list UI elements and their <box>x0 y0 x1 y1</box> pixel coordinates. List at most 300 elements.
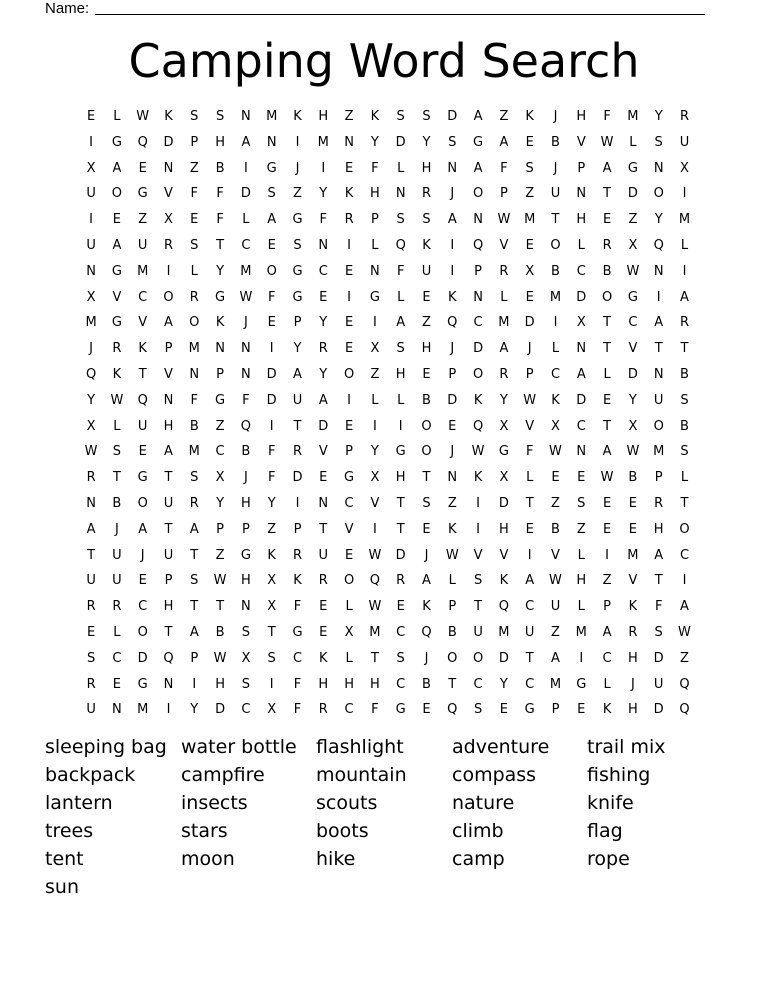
grid-letter: F <box>267 444 276 460</box>
grid-letter: Y <box>499 676 508 692</box>
name-field <box>45 0 705 18</box>
grid-letter: R <box>292 444 302 460</box>
grid-letter: D <box>653 650 664 666</box>
grid-letter: D <box>266 392 277 408</box>
grid-letter: Z <box>576 521 586 537</box>
grid-letter: T <box>138 367 147 382</box>
grid-letter: F <box>525 444 534 460</box>
grid-letter: M <box>188 444 200 460</box>
grid-letter: G <box>369 289 380 305</box>
grid-letter: F <box>267 470 276 486</box>
grid-letter: Z <box>293 186 302 202</box>
grid-row <box>78 160 693 185</box>
grid-letter: J <box>424 650 429 666</box>
grid-letter: N <box>653 160 664 176</box>
grid-letter: I <box>295 134 300 150</box>
grid-letter: K <box>525 109 534 124</box>
grid-letter: Z <box>447 496 457 511</box>
grid-letter: D <box>395 547 406 563</box>
grid-letter: H <box>395 367 406 382</box>
grid-letter: Q <box>498 599 509 615</box>
grid-letter: R <box>628 625 638 640</box>
grid-letter: G <box>627 160 638 176</box>
grid-letter: I <box>269 418 274 434</box>
grid-letter: B <box>551 521 560 537</box>
grid-letter: T <box>396 521 405 537</box>
grid-letter: U <box>421 263 432 279</box>
grid-letter: Q <box>447 702 458 718</box>
grid-letter: R <box>318 573 328 589</box>
grid-letter: T <box>319 521 328 537</box>
grid-letter: X <box>370 470 380 486</box>
grid-letter: T <box>216 238 225 253</box>
grid-letter: C <box>473 676 483 692</box>
grid-letter: D <box>576 392 587 408</box>
grid-letter: X <box>344 625 354 640</box>
grid-letter: Y <box>654 109 663 124</box>
grid-letter: P <box>525 367 534 382</box>
grid-letter: C <box>550 367 561 382</box>
grid-letter: K <box>448 521 457 537</box>
grid-letter: A <box>318 392 328 408</box>
grid-letter: N <box>86 496 96 511</box>
grid-letter: L <box>190 263 198 279</box>
grid-letter: X <box>215 470 225 486</box>
grid-letter: X <box>525 263 535 279</box>
grid-letter: W <box>84 444 98 460</box>
grid-letter: R <box>602 238 612 253</box>
grid-letter: Q <box>447 315 458 331</box>
grid-letter: L <box>526 470 534 486</box>
grid-letter: T <box>112 470 121 486</box>
grid-letter: P <box>216 521 225 537</box>
grid-letter: A <box>473 160 483 176</box>
grid-letter: M <box>549 289 562 305</box>
grid-letter: S <box>422 496 431 511</box>
grid-letter: E <box>525 521 534 537</box>
grid-letter: F <box>216 186 224 202</box>
word-list-item: mountain <box>316 764 407 786</box>
grid-letter: S <box>396 650 405 666</box>
grid-letter: M <box>137 702 149 718</box>
grid-letter: F <box>267 289 276 305</box>
grid-letter: U <box>318 547 329 563</box>
grid-letter: C <box>628 315 638 331</box>
grid-letter: B <box>602 263 612 279</box>
grid-letter: P <box>216 367 225 382</box>
grid-letter: I <box>476 521 481 537</box>
grid-letter: U <box>163 547 174 563</box>
grid-letter: V <box>525 418 535 434</box>
grid-letter: G <box>215 289 226 305</box>
grid-letter: Q <box>679 702 690 718</box>
grid-letter: T <box>370 650 379 666</box>
grid-letter: H <box>576 109 587 124</box>
grid-letter: K <box>112 367 122 382</box>
grid-row <box>78 392 693 417</box>
grid-letter: S <box>190 470 199 486</box>
grid-letter: O <box>472 186 484 202</box>
grid-letter: X <box>628 238 638 253</box>
grid-letter: N <box>447 470 458 486</box>
grid-letter: O <box>679 521 690 537</box>
grid-letter: U <box>112 573 122 589</box>
grid-row <box>78 495 693 520</box>
grid-letter: D <box>627 186 638 202</box>
grid-letter: Q <box>240 418 251 434</box>
grid-letter: J <box>553 160 558 176</box>
grid-letter: D <box>215 702 226 718</box>
word-list-item: adventure <box>452 736 550 758</box>
grid-letter: V <box>628 341 638 357</box>
word-list-item: boots <box>316 820 369 842</box>
grid-row <box>78 469 693 494</box>
grid-letter: M <box>524 212 536 228</box>
grid-letter: I <box>682 573 687 589</box>
grid-letter: Q <box>137 392 148 408</box>
grid-letter: W <box>213 573 227 589</box>
grid-letter: D <box>653 702 664 718</box>
grid-letter: N <box>215 341 225 357</box>
grid-letter: L <box>371 392 379 408</box>
grid-letter: H <box>163 599 174 615</box>
grid-letter: W <box>368 547 382 563</box>
grid-letter: G <box>627 289 638 305</box>
grid-letter: O <box>447 650 458 666</box>
grid-letter: L <box>242 212 250 228</box>
grid-row <box>78 624 693 649</box>
grid-letter: O <box>137 496 148 511</box>
grid-letter: N <box>266 134 277 150</box>
grid-letter: O <box>163 289 174 305</box>
grid-letter: K <box>267 547 276 563</box>
grid-letter: E <box>448 418 457 434</box>
grid-letter: W <box>678 625 691 640</box>
grid-letter: H <box>499 521 509 537</box>
grid-letter: O <box>601 289 613 305</box>
grid-letter: E <box>525 238 534 253</box>
grid-letter: R <box>421 186 431 202</box>
grid-letter: A <box>189 521 199 537</box>
grid-letter: Z <box>189 160 199 176</box>
grid-letter: Q <box>369 573 380 589</box>
grid-letter: E <box>319 625 328 640</box>
grid-letter: V <box>628 573 638 589</box>
grid-letter: I <box>269 676 274 692</box>
grid-letter: M <box>575 625 587 640</box>
grid-letter: R <box>112 341 122 357</box>
grid-letter: N <box>318 238 329 253</box>
grid-letter: G <box>137 676 148 692</box>
grid-letter: U <box>86 186 96 202</box>
grid-letter: Z <box>499 109 509 124</box>
grid-letter: J <box>243 315 248 331</box>
grid-letter: A <box>112 238 122 253</box>
grid-letter: G <box>292 625 303 640</box>
grid-letter: I <box>166 702 171 718</box>
grid-letter: A <box>680 599 689 615</box>
grid-letter: C <box>576 418 586 434</box>
name-line <box>95 14 705 15</box>
grid-letter: Q <box>421 625 432 640</box>
grid-letter: M <box>369 625 381 640</box>
grid-letter: J <box>553 109 558 124</box>
grid-letter: Z <box>138 212 148 228</box>
grid-letter: L <box>551 341 560 357</box>
grid-letter: X <box>241 650 251 666</box>
grid-letter: X <box>370 341 380 357</box>
grid-letter: N <box>189 367 200 382</box>
grid-letter: H <box>628 650 638 666</box>
grid-letter: K <box>473 392 483 408</box>
grid-letter: J <box>450 341 455 357</box>
grid-letter: X <box>86 160 96 176</box>
grid-letter: S <box>577 496 586 511</box>
grid-letter: A <box>112 160 122 176</box>
grid-letter: L <box>577 547 585 563</box>
grid-letter: C <box>112 650 122 666</box>
grid-letter: E <box>138 573 147 589</box>
grid-row <box>78 289 693 314</box>
grid-letter: L <box>577 238 585 253</box>
word-list-item: knife <box>587 792 634 814</box>
grid-letter: I <box>450 238 455 253</box>
grid-letter: I <box>476 496 481 511</box>
grid-letter: U <box>112 547 122 563</box>
grid-letter: P <box>603 599 612 615</box>
grid-letter: S <box>422 212 431 228</box>
grid-letter: M <box>266 109 278 124</box>
grid-letter: N <box>344 134 354 150</box>
grid-letter: I <box>682 263 687 279</box>
grid-letter: C <box>679 547 690 563</box>
grid-letter: O <box>343 573 355 589</box>
grid-letter: E <box>525 289 534 305</box>
grid-row <box>78 366 693 391</box>
grid-letter: G <box>215 392 226 408</box>
grid-letter: H <box>370 186 380 202</box>
grid-letter: U <box>86 573 96 589</box>
grid-letter: R <box>396 573 406 589</box>
grid-letter: J <box>114 521 119 537</box>
grid-letter: P <box>164 573 173 589</box>
grid-letter: R <box>189 496 199 511</box>
word-list-item: sun <box>45 876 79 898</box>
grid-letter: H <box>421 160 432 176</box>
grid-letter: A <box>654 547 664 563</box>
grid-letter: O <box>137 625 148 640</box>
grid-letter: G <box>395 444 406 460</box>
grid-letter: T <box>603 341 612 357</box>
grid-letter: V <box>473 547 483 563</box>
grid-letter: E <box>112 212 121 228</box>
grid-letter: Y <box>654 212 663 228</box>
grid-letter: Q <box>472 418 484 434</box>
grid-letter: N <box>447 160 458 176</box>
grid-letter: O <box>189 315 200 331</box>
grid-letter: I <box>682 186 687 202</box>
grid-letter: R <box>679 315 689 331</box>
grid-letter: S <box>654 625 663 640</box>
grid-letter: O <box>653 186 664 202</box>
grid-letter: E <box>344 547 354 563</box>
grid-letter: J <box>527 341 532 357</box>
grid-row <box>78 650 693 675</box>
grid-letter: K <box>344 186 354 202</box>
grid-letter: X <box>267 573 277 589</box>
grid-letter: D <box>447 392 458 408</box>
grid-letter: C <box>138 289 148 305</box>
grid-letter: X <box>576 315 586 331</box>
grid-letter: F <box>293 599 302 615</box>
grid-letter: E <box>577 702 586 718</box>
grid-letter: A <box>396 315 406 331</box>
grid-letter: A <box>267 212 277 228</box>
grid-letter: P <box>164 341 173 357</box>
grid-letter: Z <box>344 109 354 124</box>
grid-letter: F <box>293 702 302 718</box>
grid-letter: S <box>190 238 199 253</box>
grid-row <box>78 598 693 623</box>
word-list-item: compass <box>452 764 537 786</box>
grid-letter: K <box>551 392 560 408</box>
grid-letter: E <box>86 625 96 640</box>
grid-letter: E <box>499 702 508 718</box>
grid-letter: A <box>138 521 148 537</box>
grid-letter: G <box>240 547 251 563</box>
grid-letter: Y <box>267 496 276 511</box>
grid-letter: I <box>166 263 171 279</box>
grid-letter: E <box>344 160 354 176</box>
grid-letter: S <box>112 444 122 460</box>
word-list-item: insects <box>181 792 248 814</box>
grid-letter: G <box>266 160 277 176</box>
grid-letter: D <box>473 341 484 357</box>
word-list-item: trail mix <box>587 736 666 758</box>
grid-letter: S <box>86 650 96 666</box>
grid-letter: V <box>164 367 173 382</box>
grid-letter: O <box>266 263 277 279</box>
grid-letter: N <box>112 702 122 718</box>
grid-letter: E <box>422 367 431 382</box>
grid-letter: X <box>86 418 96 434</box>
grid-letter: T <box>654 341 663 357</box>
grid-letter: D <box>498 496 509 511</box>
grid-letter: Y <box>499 392 508 408</box>
grid-letter: V <box>499 547 509 563</box>
grid-letter: E <box>396 599 405 615</box>
grid-letter: A <box>602 160 612 176</box>
grid-letter: V <box>318 444 328 460</box>
grid-letter: B <box>551 134 560 150</box>
grid-letter: N <box>576 341 587 357</box>
grid-letter: P <box>499 186 508 202</box>
grid-letter: H <box>653 521 664 537</box>
grid-letter: P <box>241 521 250 537</box>
grid-letter: E <box>602 496 612 511</box>
grid-letter: E <box>602 521 612 537</box>
grid-letter: D <box>498 650 509 666</box>
grid-letter: V <box>138 315 148 331</box>
grid-letter: E <box>112 676 121 692</box>
grid-letter: T <box>551 212 560 228</box>
grid-letter: T <box>422 470 431 486</box>
grid-letter: H <box>318 676 329 692</box>
grid-letter: R <box>499 367 509 382</box>
word-list-item: sleeping bag <box>45 736 167 758</box>
grid-letter: E <box>577 470 586 486</box>
grid-letter: I <box>295 496 300 511</box>
grid-letter: D <box>576 289 587 305</box>
grid-letter: M <box>549 676 562 692</box>
grid-letter: K <box>293 109 302 124</box>
grid-letter: Y <box>319 186 328 202</box>
grid-letter: O <box>111 186 122 202</box>
grid-letter: R <box>112 599 122 615</box>
grid-letter: B <box>422 676 431 692</box>
grid-letter: L <box>113 418 121 434</box>
grid-letter: M <box>627 109 639 124</box>
grid-letter: U <box>137 418 148 434</box>
grid-letter: V <box>370 496 380 511</box>
grid-letter: R <box>163 238 173 253</box>
grid-letter: C <box>602 650 612 666</box>
grid-letter: Q <box>679 676 690 692</box>
grid-letter: Z <box>551 625 560 640</box>
grid-letter: V <box>344 521 354 537</box>
grid-letter: V <box>551 547 560 563</box>
grid-letter: R <box>189 289 199 305</box>
grid-letter: P <box>448 599 457 615</box>
grid-letter: A <box>525 573 535 589</box>
grid-letter: W <box>368 599 382 615</box>
word-list-item: backpack <box>45 764 136 786</box>
grid-letter: E <box>344 341 354 357</box>
grid-letter: M <box>317 134 329 150</box>
grid-letter: X <box>86 289 96 305</box>
grid-letter: P <box>577 160 586 176</box>
grid-letter: A <box>86 521 96 537</box>
grid-letter: X <box>628 418 638 434</box>
grid-letter: P <box>551 702 560 718</box>
grid-row <box>78 572 693 597</box>
grid-letter: Y <box>216 496 225 511</box>
grid-letter: T <box>164 521 173 537</box>
grid-letter: T <box>603 418 612 434</box>
grid-letter: B <box>551 263 560 279</box>
grid-letter: L <box>113 625 121 640</box>
grid-letter: A <box>499 134 509 150</box>
grid-letter: C <box>318 263 328 279</box>
grid-letter: G <box>292 263 303 279</box>
grid-letter: Q <box>472 238 484 253</box>
grid-letter: M <box>678 212 691 228</box>
grid-letter: E <box>190 212 199 228</box>
word-list-item: hike <box>316 848 356 870</box>
grid-letter: E <box>267 315 276 331</box>
grid-letter: J <box>89 341 94 357</box>
grid-letter: H <box>241 573 251 589</box>
grid-letter: D <box>137 650 148 666</box>
grid-letter: I <box>372 418 377 434</box>
grid-letter: Z <box>215 547 225 563</box>
grid-letter: H <box>163 418 174 434</box>
grid-letter: S <box>267 186 276 202</box>
grid-letter: E <box>86 109 96 124</box>
grid-letter: M <box>653 444 665 460</box>
grid-letter: C <box>576 263 586 279</box>
grid-letter: O <box>653 418 664 434</box>
